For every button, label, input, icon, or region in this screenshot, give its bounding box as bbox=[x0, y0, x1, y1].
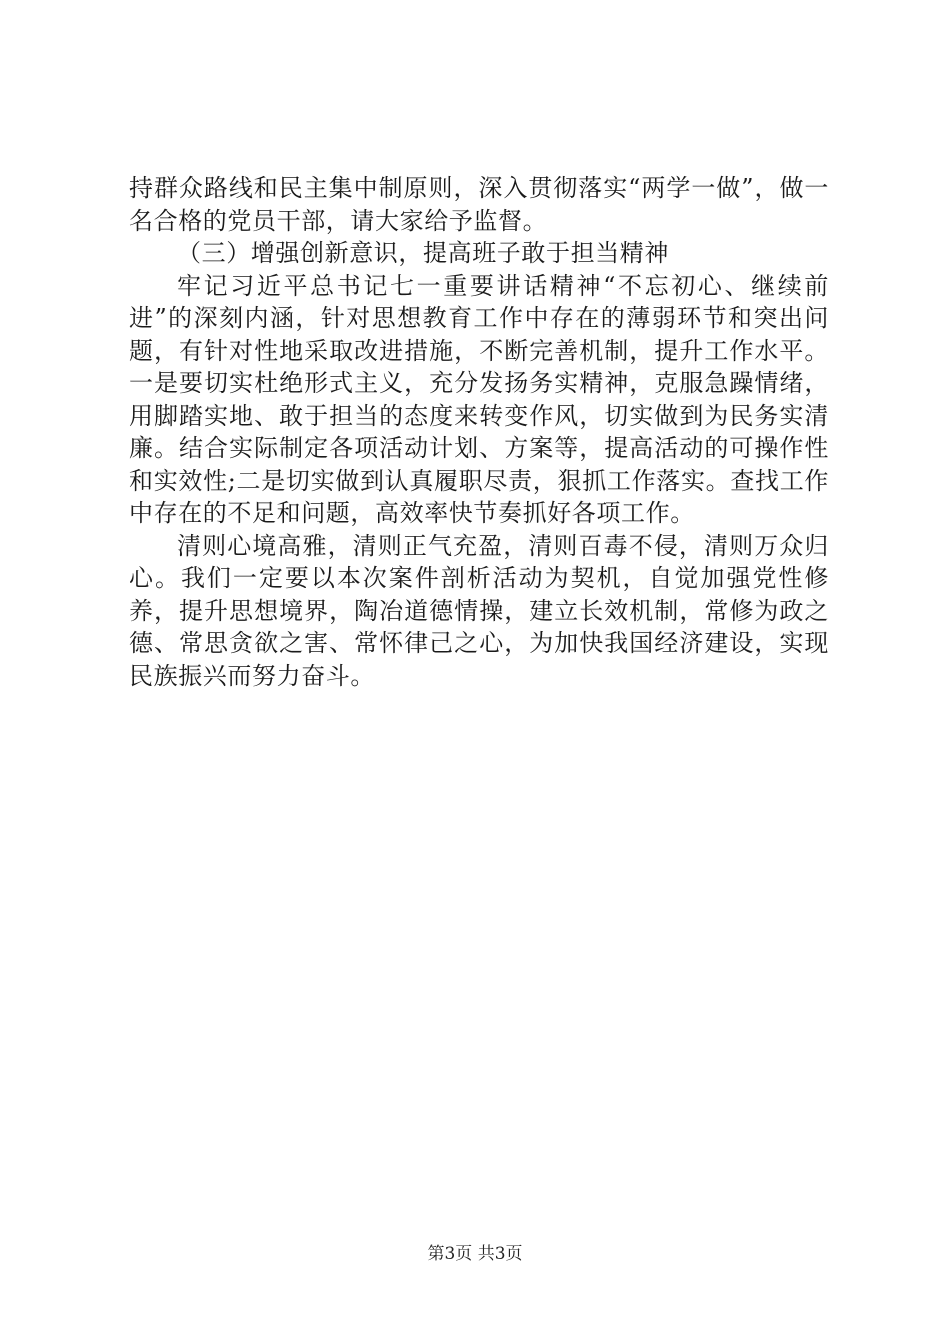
paragraph: 清则心境高雅，清则正气充盈，清则百毒不侵，清则万众归心。我们一定要以本次案件剖析活动为契机，自觉加强党性修养，提升思想境界，陶冶道德情操，建立长效机制，常修为政之德、常思贪欲之害、常怀律己之心，为加快我国经济建设，实现民族振兴而努力奋斗。 bbox=[129, 531, 829, 690]
paragraph: 牢记习近平总书记七一重要讲话精神“不忘初心、继续前进”的深刻内涵，针对思想教育工作中存在的薄弱环节和突出问题，有针对性地采取改进措施，不断完善机制，提升工作水平。一是要切实杜绝形式主义，充分发扬务实精神，克服急躁情绪，用脚踏实地、敢于担当的态度来转变作风，切实做到为民务实清廉。结合实际制定各项活动计划、方案等，提高活动的可操作性和实效性;二是切实做到认真履职尽责，狠抓工作落实。查找工作中存在的不足和问题，高效率快节奏抓好各项工作。 bbox=[129, 271, 829, 527]
section-heading: （三）增强创新意识，提高班子敢于担当精神 bbox=[177, 239, 669, 267]
page-footer bbox=[0, 1244, 950, 1264]
document-body bbox=[129, 172, 829, 692]
page-number: 第3页 共3页 bbox=[427, 1244, 523, 1264]
paragraph-continuation: 持群众路线和民主集中制原则，深入贯彻落实“两学一做”，做一名合格的党员干部，请大家给予监督。 bbox=[129, 174, 829, 235]
